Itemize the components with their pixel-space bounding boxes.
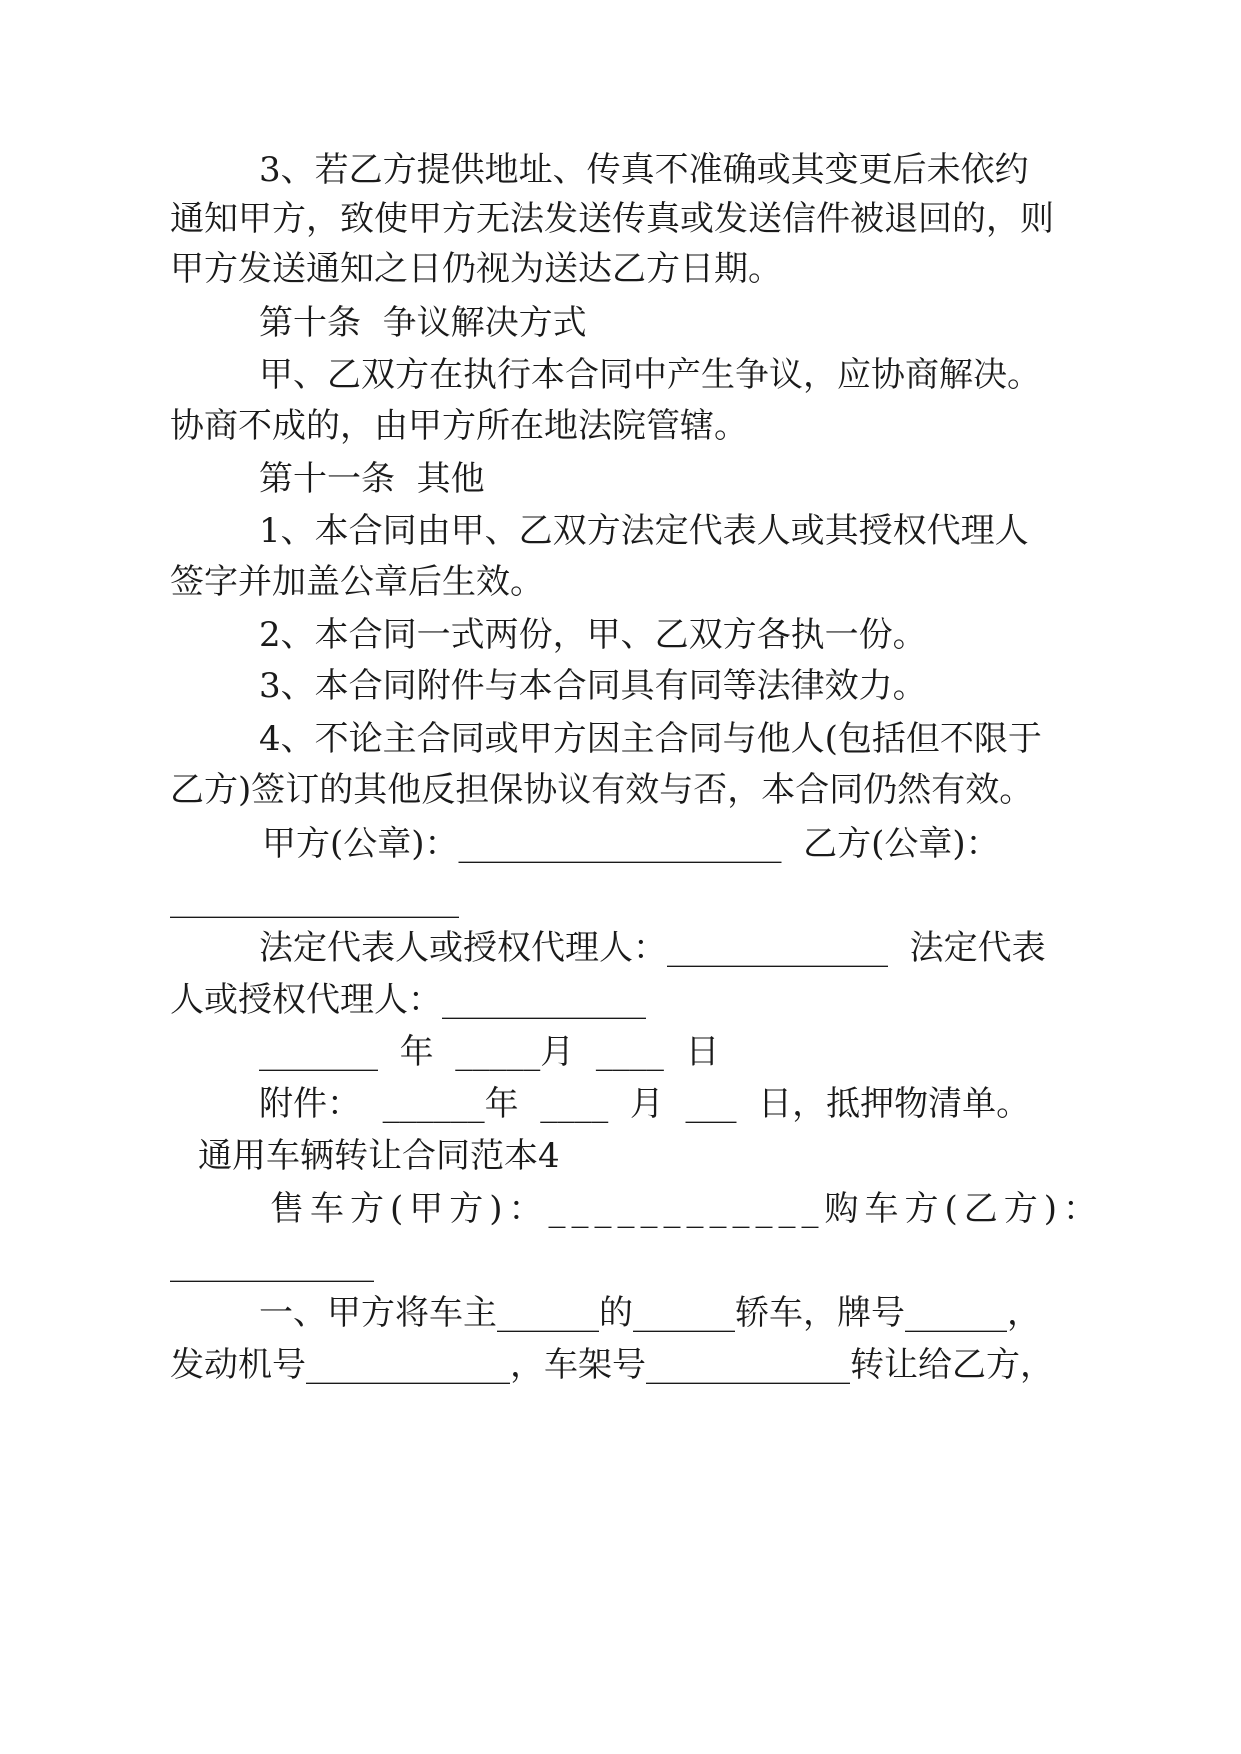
clause-10-heading: 第十条 争议解决方式 xyxy=(259,303,587,343)
clause-11-item-1-line-2: 签字并加盖公章后生效。 xyxy=(170,562,544,602)
date-line: _______ 年 _____月 ____ 日 xyxy=(259,1032,720,1072)
clause-9-item-3-line-1: 3、若乙方提供地址、传真不准确或其变更后未依约 xyxy=(259,150,1029,190)
clause-11-heading: 第十一条 其他 xyxy=(259,459,485,499)
article-1-line-2: 发动机号____________，车架号____________转让给乙方， xyxy=(170,1345,1054,1385)
clause-10-text-line-2: 协商不成的，由甲方所在地法院管辖。 xyxy=(170,406,748,446)
clause-11-item-4-line-2: 乙方)签订的其他反担保协议有效与否，本合同仍然有效。 xyxy=(170,770,1034,810)
seller-buyer-blank: ____________ xyxy=(170,1243,374,1283)
clause-11-item-2: 2、本合同一式两份，甲、乙双方各执一份。 xyxy=(259,615,927,655)
article-1-line-1: 一、甲方将车主______的______轿车，牌号______， xyxy=(259,1293,1041,1333)
clause-11-item-4-line-1: 4、不论主合同或甲方因主合同与他人(包括但不限于 xyxy=(259,719,1042,759)
clause-11-item-3: 3、本合同附件与本合同具有同等法律效力。 xyxy=(259,666,927,706)
signature-seal-blank: _________________ xyxy=(170,879,459,919)
clause-11-item-1-line-1: 1、本合同由甲、乙双方法定代表人或其授权代理人 xyxy=(259,511,1029,551)
representative-line-2: 人或授权代理人：____________ xyxy=(170,980,646,1020)
seller-buyer-line: 售车方(甲方)：____________购车方(乙方)： xyxy=(270,1189,1104,1229)
clause-9-item-3-line-2: 通知甲方，致使甲方无法发送传真或发送信件被退回的，则 xyxy=(170,199,1054,239)
template-4-title: 通用车辆转让合同范本4 xyxy=(198,1136,560,1176)
representative-line-1: 法定代表人或授权代理人：_____________ 法定代表 xyxy=(259,928,1046,968)
clause-9-item-3-line-3: 甲方发送通知之日仍视为送达乙方日期。 xyxy=(170,249,782,289)
attachment-line: 附件： ______年 ____ 月 ___ 日，抵押物清单。 xyxy=(259,1084,1031,1124)
clause-10-text-line-1: 甲、乙双方在执行本合同中产生争议，应协商解决。 xyxy=(259,355,1041,395)
signature-seal-line: 甲方(公章)：___________________ 乙方(公章)： xyxy=(262,824,1000,864)
